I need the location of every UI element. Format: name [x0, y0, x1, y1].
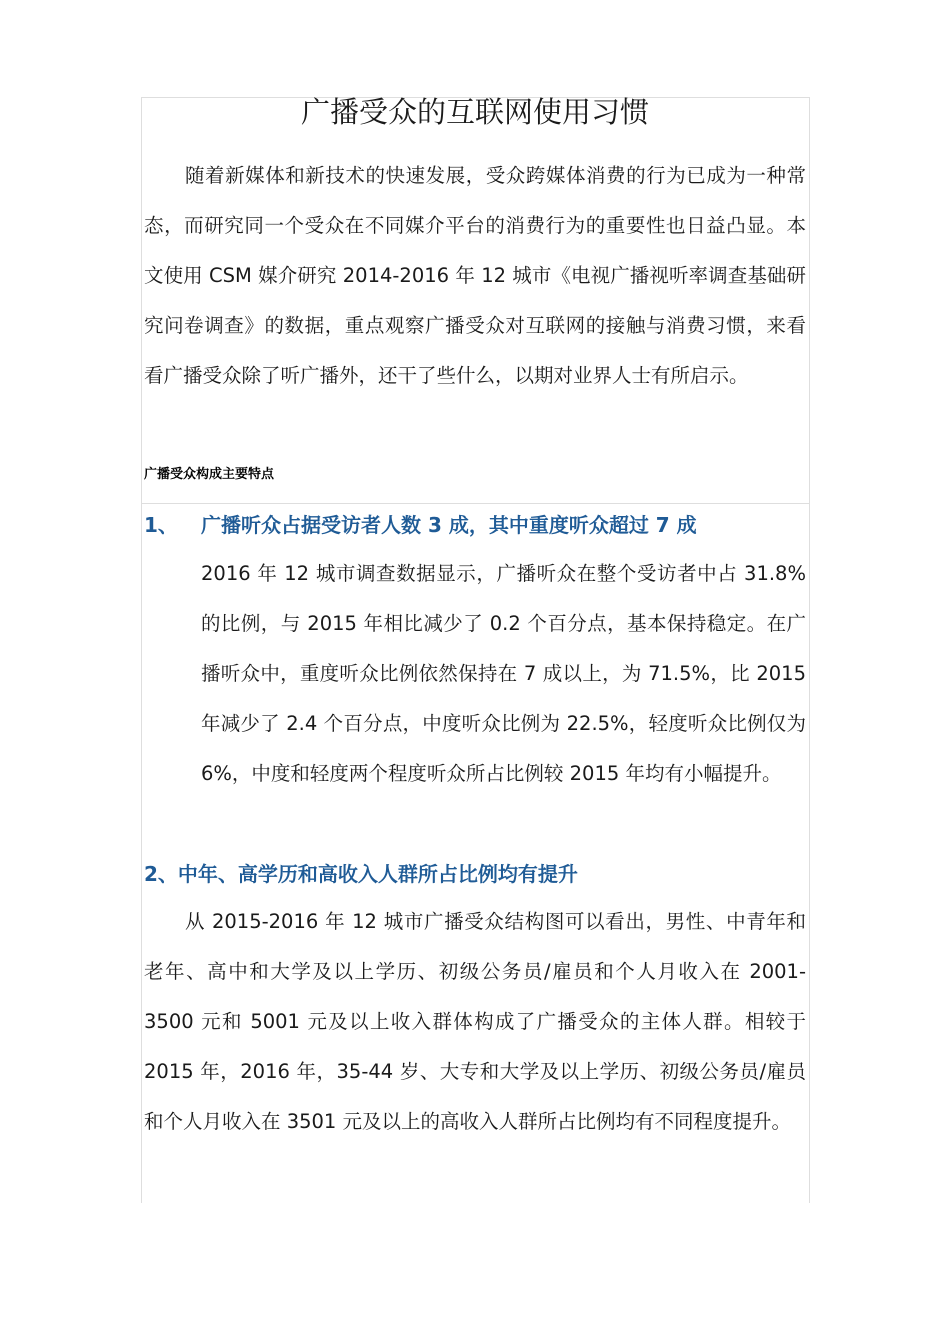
- point2-body: 从 2015-2016 年 12 城市广播受众结构图可以看出，男性、中青年和老年、高中和大学及以上学历、初级公务员/雇员和个人月收入在 2001-3500 元和 5001 元及以上收入群体构成了广播受众的主体人群。相较于 2015 年，2016 年，35-44 岁、大专和大学及以上学历、初级公务员/雇员和个人月收入在 3501 元及以上的高收入人群所占比例均有不同程度提升。: [144, 910, 806, 1133]
- point1-number: 1、: [144, 513, 178, 537]
- intro-paragraph: 随着新媒体和新技术的快速发展，受众跨媒体消费的行为已成为一种常态，而研究同一个受众在不同媒介平台的消费行为的重要性也日益凸显。本文使用 CSM 媒介研究 2014-2016 年 12 城市《电视广播视听率调查基础研究问卷调查》的数据，重点观察广播受众对互联网的接触与消费习惯，来看看广播受众除了听广播外，还干了些什么，以期对业界人士有所启示。: [144, 164, 806, 387]
- section-divider: [142, 503, 809, 504]
- point1-body: 2016 年 12 城市调查数据显示，广播听众在整个受访者中占 31.8% 的比例，与 2015 年相比减少了 0.2 个百分点，基本保持稳定。在广播听众中，重度听众比例依然保持在 7 成以上，为 71.5%，比 2015 年减少了 2.4 个百分点，中度听众比例为 22.5%，轻度听众比例仅为 6%，中度和轻度两个程度听众所占比例较 2015 年均有小幅提升。: [201, 562, 806, 785]
- section-label: 广播受众构成主要特点: [144, 467, 275, 482]
- point2-heading: 2、中年、高学历和高收入人群所占比例均有提升: [144, 862, 578, 886]
- document-title: 广播受众的互联网使用习惯: [300, 95, 649, 129]
- point1-heading: 广播听众占据受访者人数 3 成，其中重度听众超过 7 成: [201, 513, 697, 537]
